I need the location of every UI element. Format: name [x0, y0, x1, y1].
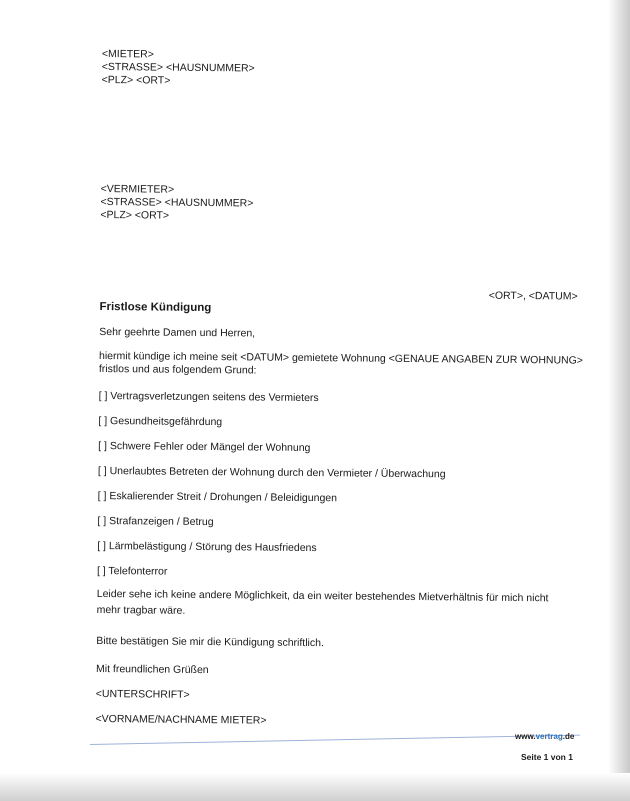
closing-line-1: Leider sehe ich keine andere Möglichkeit, da ein weiter bestehendes Mietverhältnis für mich nicht — [96, 587, 549, 605]
reason-item-6: [ ] Strafanzeigen / Betrug — [97, 514, 214, 529]
salutation: Sehr geehrte Damen und Herren, — [99, 325, 256, 340]
reason-item-2: [ ] Gesundheitsgefährdung — [98, 414, 223, 429]
reason-item-8: [ ] Telefonterror — [96, 564, 168, 578]
confirm-request: Bitte bestätigen Sie mir die Kündigung schriftlich. — [96, 634, 324, 650]
intro-line-1: hiermit kündige ich meine seit <DATUM> gemietete Wohnung <GENAUE ANGABEN ZUR WOHNUNG> — [98, 349, 584, 367]
signature-placeholder: <UNTERSCHRIFT> — [95, 687, 190, 701]
recipient-address — [100, 183, 578, 227]
page-shadow-bottom — [0, 773, 630, 801]
closing-paragraph — [97, 588, 575, 622]
footer-page-number: Seite 1 von 1 — [521, 752, 573, 762]
letter-content — [95, 48, 584, 727]
greeting: Mit freundlichen Grüßen — [95, 662, 209, 677]
reason-item-7: [ ] Lärmbelästigung / Störung des Hausfriedens — [97, 539, 317, 555]
subject: Fristlose Kündigung — [99, 300, 212, 315]
sender-city: <PLZ> <ORT> — [101, 74, 171, 87]
reason-item-3: [ ] Schwere Fehler oder Mängel der Wohnung — [98, 439, 311, 455]
recipient-name: <VERMIETER> — [100, 182, 175, 196]
recipient-street: <STRASSE> <HAUSNUMMER> — [100, 196, 254, 210]
footer-url-brand: vertrag — [535, 732, 563, 741]
footer-url[interactable] — [515, 732, 574, 741]
footer-url-prefix: www. — [515, 732, 536, 741]
intro-paragraph — [98, 349, 584, 381]
place-date: <ORT>, <DATUM> — [488, 289, 578, 303]
footer-rule — [90, 735, 580, 745]
closing-line-2: mehr tragbar wäre. — [96, 604, 186, 617]
sender-street: <STRASSE> <HAUSNUMMER> — [101, 61, 255, 75]
reasons-list — [96, 389, 577, 578]
sender-address — [102, 48, 580, 92]
intro-line-2: fristlos und aus folgendem Grund: — [98, 363, 257, 377]
reason-item-5: [ ] Eskalierender Streit / Drohungen / Beleidigungen — [97, 489, 338, 505]
footer-url-suffix: .de — [562, 732, 575, 741]
page-shadow-right — [608, 0, 630, 801]
recipient-city: <PLZ> <ORT> — [100, 209, 170, 222]
reason-item-1: [ ] Vertragsverletzungen seitens des Vermieters — [98, 389, 319, 405]
full-name-placeholder: <VORNAME/NACHNAME MIETER> — [95, 712, 267, 727]
sender-name: <MIETER> — [101, 48, 154, 61]
reason-item-4: [ ] Unerlaubtes Betreten der Wohnung durch den Vermieter / Überwachung — [97, 464, 446, 481]
